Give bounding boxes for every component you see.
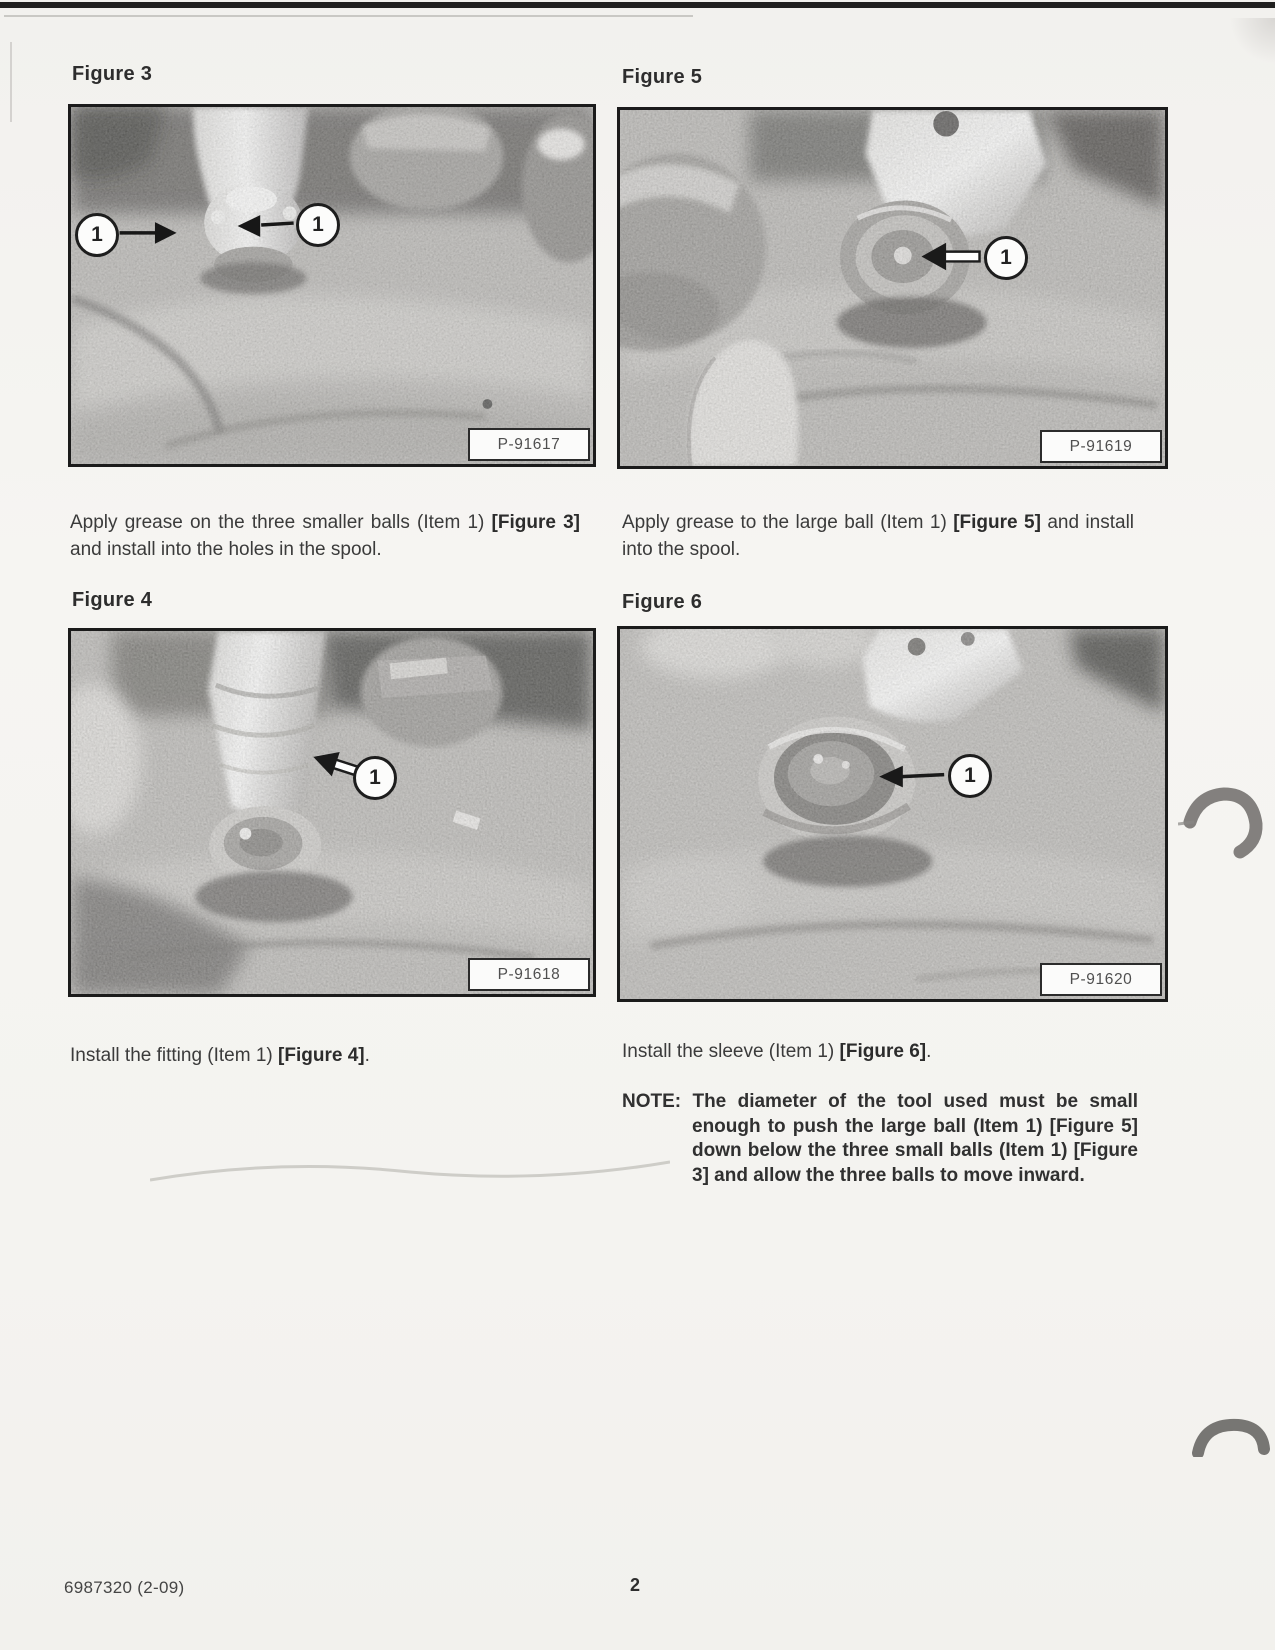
scan-edge-bar [0,2,1275,8]
callout-badge [353,756,397,800]
scan-wrinkle-line [150,1148,670,1192]
callout-number: 1 [369,766,381,789]
figure4-photo [68,628,596,997]
footer-page-number: 2 [629,1575,640,1595]
note-paragraph [622,1090,1138,1188]
caption-text: Apply grease on the three smaller balls (Item 1) [70,512,492,533]
callout-badge [296,203,340,247]
callout-number: 1 [964,764,976,787]
callout-badge [984,236,1028,280]
caption-figure-ref: [Figure 5] [953,512,1041,533]
callout-number: 1 [91,223,103,246]
figure6-photo-image [620,629,1165,999]
callout-number: 1 [312,213,324,236]
note-label: NOTE: [622,1091,682,1112]
callout-badge [948,754,992,798]
caption-text: Install the sleeve (Item 1) [622,1041,840,1062]
scan-curl-artifact [1178,778,1270,866]
caption-text: Install the fitting (Item 1) [70,1045,279,1066]
figure5-title: Figure 5 [622,66,703,88]
figure4-title: Figure 4 [72,589,153,611]
callout-number: 1 [1000,246,1012,269]
scan-curl-artifact [1150,1415,1270,1457]
photo-id-label: P-91617 [468,428,590,461]
figure3-photo-image [71,107,593,464]
caption-text: . [926,1041,932,1062]
caption-text: . [364,1045,370,1066]
figure3-title: Figure 3 [72,63,153,85]
caption-text: and install into the holes in the spool. [70,539,382,560]
figure5-caption [622,509,1134,563]
figure5-photo-image [620,110,1165,466]
callout-badge [75,213,119,257]
note-text: The diameter of the tool used must be small enough to push the large ball (Item 1) [Figure 5] down below the three small balls (Item 1) [Figure 3] and allow the three balls to move inward. [692,1091,1138,1186]
figure6-photo [617,626,1168,1002]
caption-text: and install into the spool. [622,512,1135,560]
figure6-caption [622,1038,1134,1065]
figure3-photo [68,104,596,467]
caption-figure-ref: [Figure 3] [491,512,581,533]
caption-figure-ref: [Figure 6] [839,1041,927,1062]
photo-id-label: P-91620 [1040,963,1162,996]
figure6-title: Figure 6 [622,591,703,613]
photo-id-label: P-91619 [1040,430,1162,463]
scan-edge-line [4,15,693,17]
figure5-photo [617,107,1168,469]
figure4-photo-image [71,631,593,994]
photo-id-label: P-91618 [468,958,590,991]
footer-doc-code: 6987320 (2-09) [64,1578,185,1597]
caption-figure-ref: [Figure 4] [278,1045,365,1066]
scan-left-crease [10,42,12,122]
figure4-caption [70,1042,580,1069]
scan-corner-shade [1229,18,1275,64]
caption-text: Apply grease to the large ball (Item 1) [622,512,954,533]
figure3-caption [70,509,580,563]
